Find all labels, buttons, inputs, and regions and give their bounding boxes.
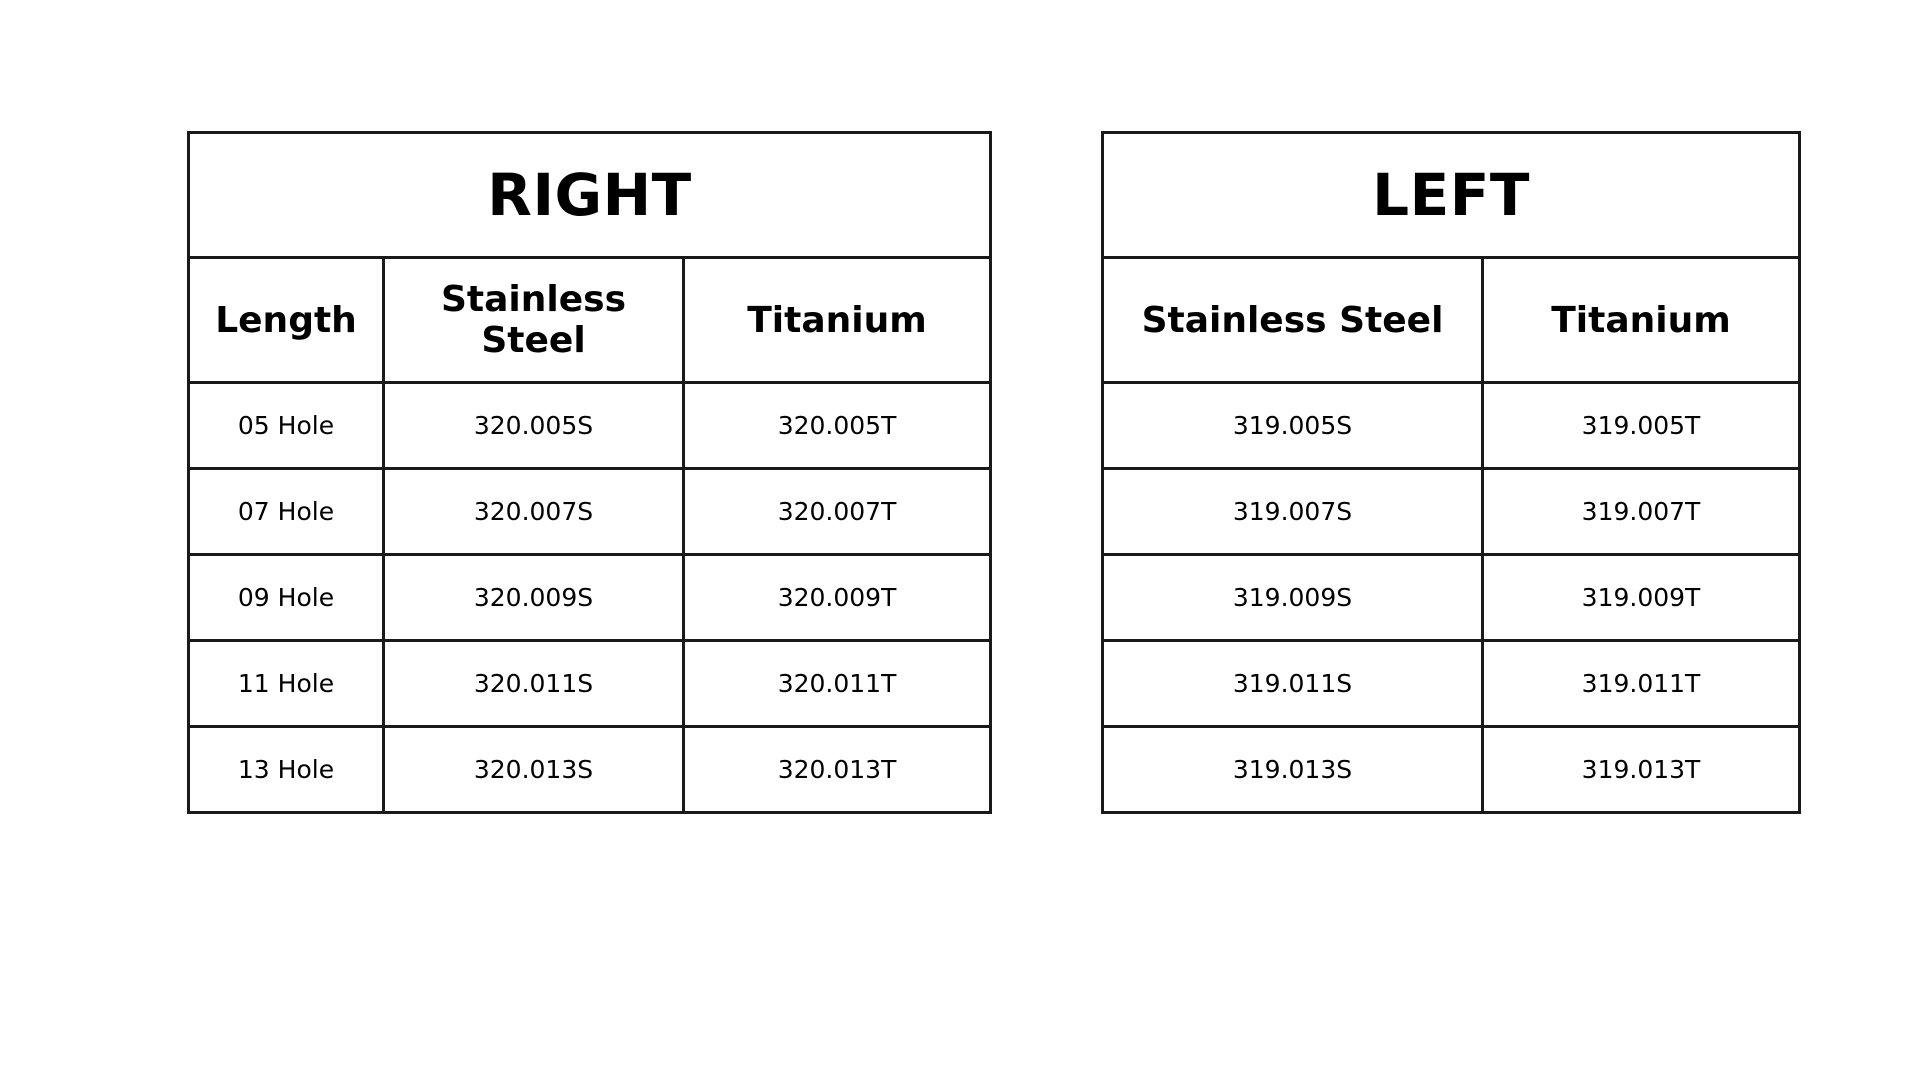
column-header-titanium: Titanium xyxy=(1483,258,1800,383)
stainless-steel-cell: 320.007S xyxy=(384,469,684,555)
table-row xyxy=(189,641,991,727)
stainless-steel-cell: 319.009S xyxy=(1103,555,1483,641)
table-row xyxy=(189,383,991,469)
titanium-cell: 320.009T xyxy=(684,555,991,641)
table-row xyxy=(1103,727,1800,813)
stainless-steel-cell: 320.005S xyxy=(384,383,684,469)
length-cell: 13 Hole xyxy=(189,727,384,813)
column-header-length: Length xyxy=(189,258,384,383)
column-header-titanium: Titanium xyxy=(684,258,991,383)
column-header-stainless-steel: Stainless Steel xyxy=(1103,258,1483,383)
stainless-steel-cell: 320.011S xyxy=(384,641,684,727)
titanium-cell: 319.007T xyxy=(1483,469,1800,555)
titanium-cell: 320.013T xyxy=(684,727,991,813)
right-table-header-row xyxy=(189,258,991,383)
titanium-cell: 319.005T xyxy=(1483,383,1800,469)
stainless-steel-cell: 319.013S xyxy=(1103,727,1483,813)
table-row xyxy=(1103,469,1800,555)
table-row xyxy=(189,469,991,555)
titanium-cell: 320.011T xyxy=(684,641,991,727)
titanium-cell: 319.013T xyxy=(1483,727,1800,813)
stainless-steel-cell: 320.009S xyxy=(384,555,684,641)
stainless-steel-cell: 319.007S xyxy=(1103,469,1483,555)
left-table-title: LEFT xyxy=(1103,133,1800,258)
left-table-title-row xyxy=(1103,133,1800,258)
table-row xyxy=(1103,555,1800,641)
length-cell: 11 Hole xyxy=(189,641,384,727)
length-cell: 05 Hole xyxy=(189,383,384,469)
stainless-steel-cell: 319.005S xyxy=(1103,383,1483,469)
table-row xyxy=(1103,383,1800,469)
table-row xyxy=(1103,641,1800,727)
right-table-title-row xyxy=(189,133,991,258)
titanium-cell: 320.007T xyxy=(684,469,991,555)
length-cell: 09 Hole xyxy=(189,555,384,641)
right-table-title: RIGHT xyxy=(189,133,991,258)
table-row xyxy=(189,555,991,641)
titanium-cell: 319.011T xyxy=(1483,641,1800,727)
left-table-header-row xyxy=(1103,258,1800,383)
stainless-steel-cell: 320.013S xyxy=(384,727,684,813)
column-header-stainless-steel: Stainless Steel xyxy=(384,258,684,383)
left-table xyxy=(1101,131,1801,814)
right-table xyxy=(187,131,992,814)
titanium-cell: 319.009T xyxy=(1483,555,1800,641)
table-row xyxy=(189,727,991,813)
stainless-steel-cell: 319.011S xyxy=(1103,641,1483,727)
length-cell: 07 Hole xyxy=(189,469,384,555)
titanium-cell: 320.005T xyxy=(684,383,991,469)
